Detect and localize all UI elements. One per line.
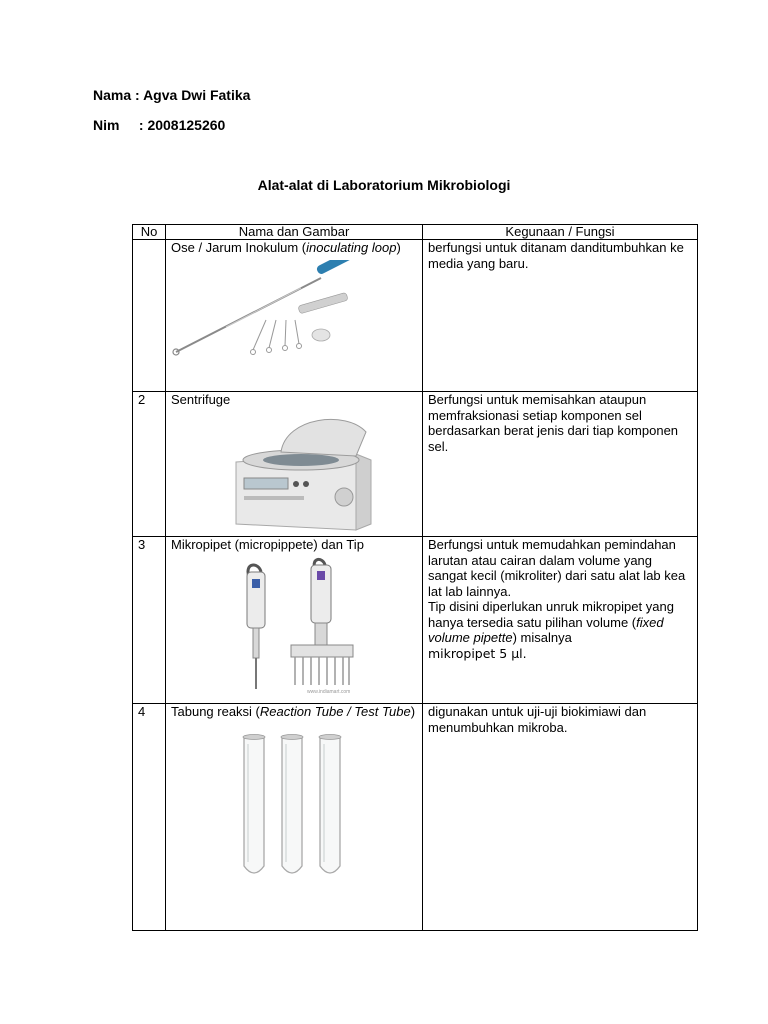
document-title: Alat-alat di Laboratorium Mikrobiologi — [257, 177, 511, 193]
nim-label: Nim — [93, 117, 120, 133]
function-cell: digunakan untuk uji-uji biokimiawi dan menumbuhkan mikroba. — [423, 704, 698, 931]
test-tubes-image — [239, 734, 389, 884]
nim-value: : 2008125260 — [138, 117, 226, 133]
inoculating-loop-image — [171, 260, 361, 360]
table-header-row — [133, 225, 698, 240]
micropipette-image — [219, 557, 389, 695]
row-number: 2 — [133, 392, 166, 537]
centrifuge-image — [226, 412, 416, 532]
equipment-table — [132, 224, 698, 931]
name-value: : Agva Dwi Fatika — [135, 87, 251, 103]
function-cell: Berfungsi untuk memudahkan pemindahan larutan atau cairan dalam volume yang sangat kecil (mikroliter) dari satu alat lab kea lat lab lainnya. Tip disini diperlukan unruk mikropipet yang hanya tersedia satu pilihan volume (fixed volume pipette) misalnya mikropipet 5 µl. — [423, 537, 698, 704]
name-cell: Sentrifuge — [166, 392, 423, 537]
col-header-no: No — [133, 225, 166, 240]
name-line — [93, 87, 250, 103]
table-row — [133, 537, 698, 704]
function-cell: Berfungsi untuk memisahkan ataupun memfraksionasi setiap komponen sel berdasarkan berat jenis dari tiap komponen sel. — [423, 392, 698, 537]
table-row — [133, 392, 698, 537]
row-number — [133, 240, 166, 392]
function-cell: berfungsi untuk ditanam danditumbuhkan ke media yang baru. — [423, 240, 698, 392]
row-number: 3 — [133, 537, 166, 704]
name-cell: Mikropipet (micropippete) dan Tip www.indiamart.com — [166, 537, 423, 704]
col-header-name: Nama dan Gambar — [166, 225, 423, 240]
col-header-function: Kegunaan / Fungsi — [423, 225, 698, 240]
table-row — [133, 704, 698, 931]
name-cell: Tabung reaksi (Reaction Tube / Test Tube) — [166, 704, 423, 931]
name-label: Nama — [93, 87, 132, 103]
row-number: 4 — [133, 704, 166, 931]
name-cell: Ose / Jarum Inokulum (inoculating loop) — [166, 240, 423, 392]
table-row — [133, 240, 698, 392]
image-caption: www.indiamart.com — [307, 688, 351, 695]
nim-line — [93, 117, 225, 133]
